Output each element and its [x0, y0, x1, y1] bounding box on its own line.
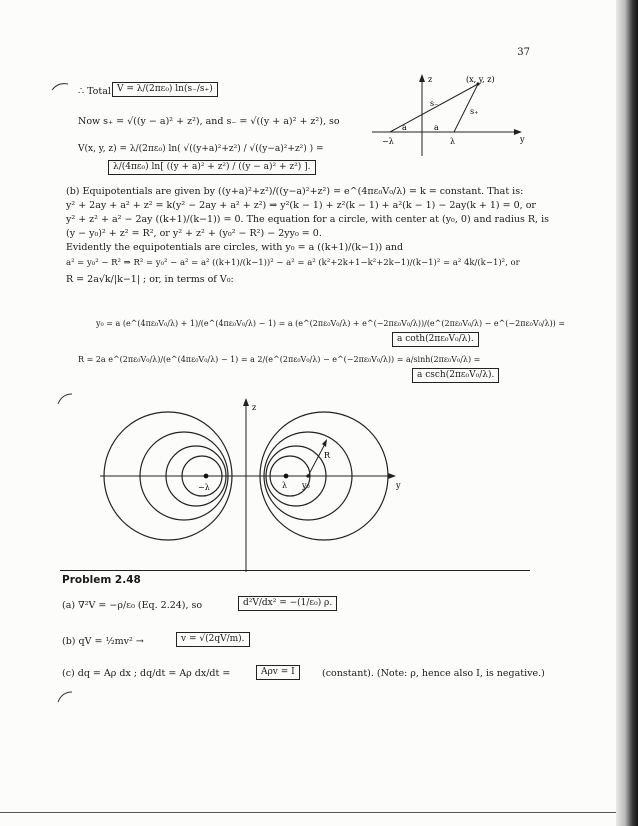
- neg-lambda-label: −λ: [382, 137, 394, 146]
- page-number: 37: [517, 47, 530, 58]
- part-b-line-6: a² = y₀² − R² ⇒ R² = y₀² − a² = a² ((k+1)/(k−1))² − a² = a² (k²+2k+1−k²+2k−1)/(k−1)² = a² 4k/(k−1)², or: [66, 258, 520, 268]
- page-bottom-edge: [0, 812, 616, 813]
- fig2-radius-label: R: [324, 451, 331, 460]
- equipotential-circles-figure: [96, 396, 426, 576]
- s-plus-label: s₊: [470, 107, 479, 116]
- now-line: Now s₊ = √((y − a)² + z²), and s₋ = √((y + a)² + z²), so: [78, 116, 340, 127]
- fig2-z-label: z: [252, 403, 257, 412]
- part-b-line-1: (b) Equipotentials are given by ((y+a)²+z²)/((y−a)²+z²) = e^(4πε₀V₀/λ) = k = constant. That is:: [66, 186, 524, 197]
- margin-mark-icon: [56, 690, 76, 704]
- total-label: ∴ Total: [78, 86, 111, 97]
- part-b-line-2: y² + 2ay + a² + z² = k(y² − 2ay + a² + z²) ⇒ y²(k − 1) + z²(k − 1) + a²(k − 1) − 2ay(k + 1) = 0, or: [66, 200, 536, 211]
- radius-boxed: a csch(2πε₀V₀/λ).: [412, 368, 499, 383]
- part-b-line-4: (y − y₀)² + z² = R², or y² + z² + (y₀² − R²) − 2yy₀ = 0.: [66, 228, 322, 239]
- fig1-z-label: z: [428, 75, 433, 84]
- problem-part-c-note: (constant). (Note: ρ, hence also I, is negative.): [322, 668, 545, 679]
- page-binding-edge: [616, 0, 638, 826]
- y0-equation: y₀ = a (e^(4πε₀V₀/λ) + 1)/(e^(4πε₀V₀/λ) − 1) = a (e^(2πε₀V₀/λ) + e^(−2πε₀V₀/λ))/(e^(2πε₀V₀/λ) − e^(−2πε₀V₀/λ)) =: [96, 319, 566, 328]
- problem-part-a-boxed: d²V/dx² = −(1/ε₀) ρ.: [238, 596, 337, 611]
- fig2-y0-label: y₀: [302, 481, 310, 490]
- potential-line: V(x, y, z) = λ/(2πε₀) ln( √((y+a)²+z²) / √((y−a)²+z²) ) =: [78, 144, 324, 154]
- total-potential-boxed: V = λ/(2πε₀) ln(s₋/s₊): [112, 82, 218, 97]
- problem-part-b-boxed: v = √(2qV/m).: [176, 632, 250, 647]
- problem-part-c: (c) dq = Aρ dx ; dq/dt = Aρ dx/dt =: [62, 668, 231, 679]
- s-minus-label: s₋: [430, 99, 439, 108]
- part-b-line-7: R = 2a√k/|k−1| ; or, in terms of V₀:: [66, 274, 234, 285]
- margin-mark-icon: [50, 80, 70, 94]
- fig2-y-label: y: [396, 481, 401, 490]
- problem-part-b: (b) qV = ½mv² →: [62, 636, 144, 647]
- positive-line-charge: [284, 474, 289, 479]
- fig2-neg-lambda-label: −λ: [198, 483, 210, 492]
- z-axis-arrow-icon: [419, 74, 425, 82]
- line-charge-geometry-figure: [368, 70, 528, 160]
- pos-lambda-label: λ: [450, 137, 456, 146]
- problem-part-a: (a) ∇²V = −ρ/ε₀ (Eq. 2.24), so: [62, 600, 203, 611]
- fig2-pos-lambda-label: λ: [282, 481, 288, 490]
- y-axis-arrow-icon: [388, 473, 396, 479]
- y0-boxed: a coth(2πε₀V₀/λ).: [392, 332, 479, 347]
- potential-boxed: λ/(4πε₀) ln[ ((y + a)² + z²) / ((y − a)² + z²) ].: [108, 160, 316, 175]
- part-b-line-5: Evidently the equipotentials are circles, with y₀ = a ((k+1)/(k−1)) and: [66, 242, 404, 253]
- a-right-label: a: [434, 123, 439, 132]
- section-divider: [60, 570, 530, 571]
- fig1-y-label: y: [520, 135, 525, 144]
- problem-part-c-boxed: Aρv = I: [256, 665, 300, 680]
- a-left-label: a: [402, 123, 407, 132]
- part-b-line-3: y² + z² + a² − 2ay ((k+1)/(k−1)) = 0. The equation for a circle, with center at (y₀, 0) and radius R, is: [66, 214, 550, 225]
- z-axis-arrow-icon: [243, 398, 249, 406]
- field-point-label: (x, y, z): [466, 75, 495, 84]
- margin-mark-icon: [56, 392, 76, 406]
- negative-line-charge: [204, 474, 209, 479]
- radius-equation: R = 2a e^(2πε₀V₀/λ)/(e^(4πε₀V₀/λ) − 1) = a 2/(e^(2πε₀V₀/λ) − e^(−2πε₀V₀/λ)) = a/sinh(2πε₀V₀/λ) =: [78, 355, 481, 364]
- problem-heading: Problem 2.48: [62, 574, 141, 586]
- radius-arrow-icon: [322, 439, 327, 447]
